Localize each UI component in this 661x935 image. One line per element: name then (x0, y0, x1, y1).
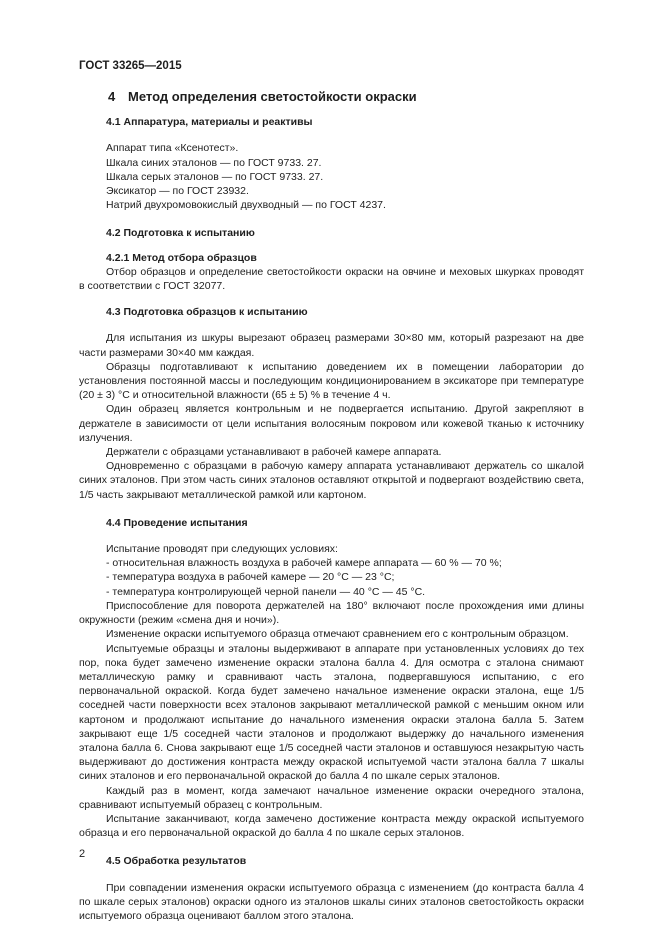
condition-item: - температура контролирующей черной панели — 40 °C — 45 °C. (106, 585, 426, 598)
page-number: 2 (79, 848, 86, 860)
document-body (79, 90, 584, 923)
conditions-intro: Испытание проводят при следующих условиях: (106, 543, 338, 556)
condition-item: - температура воздуха в рабочей камере — 20 °C — 23 °C; (106, 571, 395, 584)
paragraph: Образцы подготавливают к испытанию доведением их в помещении лаборатории до установления постоянной массы и последующим кондиционированием в эксикаторе при температуре (20 ± 3) °C и относительной влажности (65 ± 5) % в течение 4 ч. (79, 360, 584, 402)
paragraph: Испытуемые образцы и эталоны выдерживают в аппарате при установленных условиях до тех пор, пока будет замечено изменение окраски эталона балла 4. Для осмотра с эталона снимают металлическую рамку и сравнивают часть эталона, подвергавшуюся испытанию, с его первоначальной окраской. Когда будет замечено начальное изменение окраски эталона, еще 1/5 соседней части поверхности всех эталонов закрывают металлической рамкой с меньшим окном или картоном и продолжают испытание до начального изменения окраски эталона балла 5. Затем закрывают еще 1/5 соседней части эталонов и продолжают выдержку до начального изменения эталона балла 6. Снова закрывают еще 1/5 соседней части эталонов и оставшуюся незакрытую часть выдерживают до достижения контраста между окраской испытуемой части эталона балла 7 шкалы синих эталонов и его первоначальной окраской до балла 4 по шкале серых эталонов. (79, 642, 584, 783)
paragraph: Держатели с образцами устанавливают в рабочей камере аппарата. (106, 446, 442, 459)
paragraph: Изменение окраски испытуемого образца отмечают сравнением его с контрольным образцом. (106, 628, 569, 641)
subsection-4-5-heading: 4.5 Обработка результатов (106, 855, 247, 868)
document-id: ГОСТ 33265—2015 (79, 60, 182, 72)
equipment-item: Эксикатор — по ГОСТ 23932. (106, 185, 249, 198)
section-4-heading (108, 90, 584, 104)
paragraph: Один образец является контрольным и не подвергается испытанию. Другой закрепляют в держателе в зависимости от цели испытания волосяным покровом или кожевой тканью к источнику излучения. (79, 403, 584, 444)
paragraph: Испытание заканчивают, когда замечено достижение контраста между окраской испытуемого образца и его первоначальной окраской до балла 4 по шкале серых эталонов. (79, 812, 584, 840)
equipment-item: Шкала синих эталонов — по ГОСТ 9733. 27. (106, 156, 322, 169)
paragraph: Для испытания из шкуры вырезают образец размерами 30×80 мм, который разрезают на две части размерами 30×40 мм каждая. (79, 332, 584, 359)
equipment-item: Аппарат типа «Ксенотест». (106, 142, 239, 155)
section-number: 4 (108, 89, 116, 104)
equipment-item: Натрий двухромовокислый двухводный — по ГОСТ 4237. (106, 199, 386, 212)
subsection-4-2-heading: 4.2 Подготовка к испытанию (106, 227, 255, 240)
section-title: Метод определения светостойкости окраски (128, 89, 417, 104)
paragraph: При совпадении изменения окраски испытуемого образца с изменением (до контраста балла 4 по шкале серых эталонов) окраски одного из эталонов шкалы синих эталонов светостойкость окраски испытуемого образца оценивают баллом этого эталона. (79, 881, 584, 922)
subsection-4-4-heading: 4.4 Проведение испытания (106, 516, 248, 529)
subsection-4-1-heading: 4.1 Аппаратура, материалы и реактивы (106, 116, 313, 129)
subsection-4-3-heading: 4.3 Подготовка образцов к испытанию (106, 306, 308, 319)
paragraph: Каждый раз в момент, когда замечают начальное изменение окраски очередного эталона, сравнивают испытуемый образец с контрольным. (79, 784, 584, 811)
paragraph: Отбор образцов и определение светостойкости окраски на овчине и меховых шкурках проводят в соответствии с ГОСТ 32077. (79, 265, 584, 293)
paragraph: Одновременно с образцами в рабочую камеру аппарата устанавливают держатель со шкалой синих эталонов. При этом часть синих эталонов оставляют открытой и подвергают воздействию света, 1/5 часть закрывают металлической рамкой или картоном. (79, 460, 584, 501)
condition-item: - относительная влажность воздуха в рабочей камере аппарата — 60 % — 70 %; (106, 557, 502, 570)
subsection-4-2-1-heading: 4.2.1 Метод отбора образцов (106, 251, 257, 264)
paragraph: Приспособление для поворота держателей на 180° включают после прохождения ими длины окружности (режим «смена дня и ночи»). (79, 599, 584, 627)
equipment-item: Шкала серых эталонов — по ГОСТ 9733. 27. (106, 170, 324, 183)
